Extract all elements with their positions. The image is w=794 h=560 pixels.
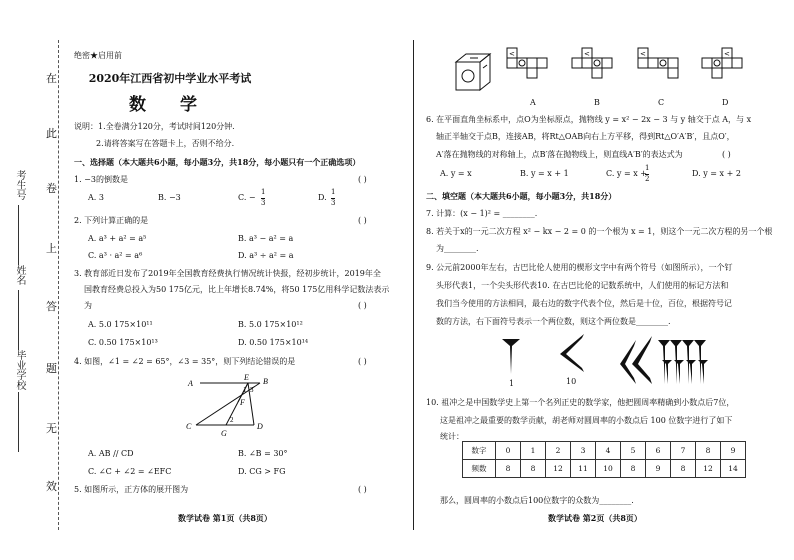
q1-d-frac-num: 1 xyxy=(331,187,335,199)
table-cell: 12 xyxy=(546,460,571,478)
table-cell: 8 xyxy=(696,442,721,460)
question-6-line-1: 6. 在平面直角坐标系中，点O为坐标原点，抛物线 y = x² − 2x − 3 与 y 轴交于点 A，与 x xyxy=(426,115,752,124)
table-cell: 9 xyxy=(646,460,671,478)
svg-text:<: < xyxy=(584,50,590,58)
label-d: D xyxy=(257,422,263,431)
table-row xyxy=(463,442,746,460)
seal-char: 效 xyxy=(46,480,57,493)
q6-option-d[interactable]: D. y = x + 2 xyxy=(692,169,741,178)
seal-char: 无 xyxy=(46,422,57,435)
page-2-footer: 数学试卷 第2页（共8页） xyxy=(548,513,642,523)
q1-d-frac-den: 3 xyxy=(331,199,336,207)
q5-label-a: A xyxy=(530,98,536,107)
seal-line xyxy=(58,40,59,530)
cuneiform-one-icon xyxy=(500,336,522,376)
q4-option-b[interactable]: B. ∠B = 30° xyxy=(238,449,288,458)
table-cell: 12 xyxy=(696,460,721,478)
q4-option-d[interactable]: D. CG > FG xyxy=(238,467,286,476)
question-4: 4. 如图，∠1 = ∠2 = 65°，∠3 = 35°，则下列结论错误的是 xyxy=(74,357,296,366)
name-label: 姓名 xyxy=(14,265,25,285)
label-1: 1 xyxy=(243,386,247,394)
question-3-line-2: 国教育经费总投入为50 175亿元，比上年增长8.74%，将50 175亿用科学记数法表示 xyxy=(84,285,390,294)
table-cell: 8 xyxy=(621,460,646,478)
answer-paren: ( ) xyxy=(358,357,367,366)
answer-paren: ( ) xyxy=(358,301,367,310)
q1-c-frac-den: 3 xyxy=(261,199,266,207)
net-option-a[interactable] xyxy=(505,46,551,92)
label-c: C xyxy=(186,422,192,431)
question-9-line-4: 数的方法，右下面符号表示一个两位数，则这个两位数是________. xyxy=(436,317,671,326)
binding-margin xyxy=(0,0,70,560)
seal-char: 卷 xyxy=(46,182,57,195)
q5-label-c: C xyxy=(658,98,665,107)
seal-char: 题 xyxy=(46,362,57,375)
label-2: 2 xyxy=(230,416,234,424)
table-cell: 9 xyxy=(721,442,746,460)
net-option-d[interactable] xyxy=(700,46,746,92)
answer-paren: ( ) xyxy=(358,175,367,184)
q4-option-a[interactable]: A. AB // CD xyxy=(88,449,134,458)
name-field[interactable] xyxy=(18,290,19,350)
q1-c-frac-num: 1 xyxy=(261,187,265,199)
question-9-line-3: 我们当今使用的方法相同，最右边的数字代表个位，然后是十位，百位，根据符号记 xyxy=(436,299,732,308)
cuneiform-one-label: 1 xyxy=(509,379,515,388)
label-e: E xyxy=(244,373,249,382)
net-option-b[interactable] xyxy=(570,46,616,92)
question-8: 8. 若关于x的一元二次方程 x² − kx − 2 = 0 的一个根为 x = 1，则这个一元二次方程的另一个根 xyxy=(426,227,773,236)
q6-option-a[interactable]: A. y = x xyxy=(440,169,472,178)
q2-option-d[interactable]: D. a³ ÷ a² = a xyxy=(238,251,294,260)
q4-figure xyxy=(178,372,278,442)
q6-option-c[interactable]: C. y = x + xyxy=(606,169,647,178)
table-cell: 11 xyxy=(571,460,596,478)
q3-option-c[interactable]: C. 0.50 175×10¹³ xyxy=(88,338,158,347)
school-field[interactable] xyxy=(18,392,19,452)
label-b: B xyxy=(263,377,268,386)
q4-option-c[interactable]: C. ∠C + ∠2 = ∠EFC xyxy=(88,467,172,476)
seal-char: 答 xyxy=(46,300,57,313)
note-1: 说明：1.全卷满分120分，考试时间120分钟. xyxy=(74,122,235,131)
table-cell: 1 xyxy=(521,442,546,460)
digit-frequency-table xyxy=(462,441,746,478)
question-2: 2. 下列计算正确的是 xyxy=(74,216,149,225)
q6-option-b[interactable]: B. y = x + 1 xyxy=(520,169,569,178)
net-option-c[interactable] xyxy=(636,46,682,92)
section-1-title: 一、选择题（本大题共6小题，每小题3分，共18分，每小题只有一个正确选项） xyxy=(74,157,361,167)
table-cell: 14 xyxy=(721,460,746,478)
table-cell: 8 xyxy=(521,460,546,478)
label-a: A xyxy=(188,379,193,388)
seal-char: 此 xyxy=(46,127,57,140)
exam-title: 2020年江西省初中学业水平考试 xyxy=(88,72,252,85)
q1-option-d[interactable]: D. xyxy=(318,193,327,202)
q5-label-b: B xyxy=(594,98,600,107)
question-10-line-1: 10. 祖冲之是中国数学史上第一个名列正史的数学家，他把圆周率精确到小数点后7位， xyxy=(426,398,735,407)
q3-option-d[interactable]: D. 0.50 175×10¹⁴ xyxy=(238,338,309,347)
q2-option-c[interactable]: C. a³ · a² = a⁶ xyxy=(88,251,143,260)
question-6-line-2: 轴正半轴交于点B，连接AB，将Rt△OAB向右上方平移，得到Rt△O′A′B′，且点O′， xyxy=(436,132,735,141)
svg-text:<: < xyxy=(509,50,515,58)
label-f: F xyxy=(240,398,245,407)
question-6-line-3: A′落在抛物线的对称轴上，点B′落在抛物线上，则直线A′B′的表达式为 xyxy=(436,150,683,159)
table-cell: 数字 xyxy=(463,442,496,460)
q2-option-a[interactable]: A. a³ + a² = a⁵ xyxy=(88,234,147,243)
table-cell: 7 xyxy=(671,442,696,460)
exam-no-label: 考生号 xyxy=(14,170,25,200)
cube-figure xyxy=(452,50,494,96)
q5-label-d: D xyxy=(722,98,729,107)
q3-option-a[interactable]: A. 5.0 175×10¹¹ xyxy=(88,320,153,329)
question-5: 5. 如图所示，正方体的展开图为 xyxy=(74,485,189,494)
cuneiform-ten-label: 10 xyxy=(566,377,577,386)
table-cell: 8 xyxy=(671,460,696,478)
label-3: 3 xyxy=(250,386,254,394)
answer-paren: ( ) xyxy=(722,150,731,159)
question-8-line-2: 为________. xyxy=(436,244,479,253)
table-cell: 5 xyxy=(621,442,646,460)
q2-option-b[interactable]: B. a³ − a² = a xyxy=(238,234,294,243)
table-cell: 3 xyxy=(571,442,596,460)
table-cell: 0 xyxy=(496,442,521,460)
q3-option-b[interactable]: B. 5.0 175×10¹² xyxy=(238,320,303,329)
table-row xyxy=(463,460,746,478)
svg-text:<: < xyxy=(640,50,646,58)
table-cell: 4 xyxy=(596,442,621,460)
seal-char: 上 xyxy=(46,242,57,255)
note-2: 2.请将答案写在答题卡上，否则不给分. xyxy=(96,139,235,148)
page-divider xyxy=(413,40,414,530)
seal-char: 在 xyxy=(46,72,57,85)
q6-c-frac-den: 2 xyxy=(645,175,650,183)
exam-no-field[interactable] xyxy=(18,205,19,265)
page-1-footer: 数学试卷 第1页（共8页） xyxy=(178,513,272,523)
question-9-line-1: 9. 公元前2000年左右，古巴比伦人使用的楔形文字中有两个符号（如图所示），一个钉 xyxy=(426,263,733,272)
table-cell: 8 xyxy=(496,460,521,478)
q6-c-frac-num: 1 xyxy=(645,163,649,175)
label-g: G xyxy=(221,429,227,438)
q1-option-b[interactable]: B. −3 xyxy=(158,193,181,202)
cuneiform-ten-icon xyxy=(556,330,586,374)
question-10-line-3: 统计： xyxy=(440,432,464,441)
question-3-line-1: 3. 教育部近日发布了2019年全国教育经费执行情况统计快报，经初步统计，2019年全 xyxy=(74,269,381,278)
question-10-end: 那么，圆周率的小数点后100位数字的众数为________. xyxy=(440,496,634,505)
table-cell: 6 xyxy=(646,442,671,460)
svg-text:<: < xyxy=(724,50,730,58)
table-cell: 频数 xyxy=(463,460,496,478)
school-label: 毕业学校 xyxy=(14,350,25,390)
table-cell: 2 xyxy=(546,442,571,460)
cuneiform-number-icon xyxy=(618,330,710,386)
question-9-line-2: 头形代表1，一个尖头形代表10. 在古巴比伦的记数系统中，人们使用的标记方法和 xyxy=(436,281,729,290)
secret-label: 绝密★启用前 xyxy=(74,51,122,60)
answer-paren: ( ) xyxy=(358,485,367,494)
table-cell: 10 xyxy=(596,460,621,478)
question-1: 1. −3的倒数是 xyxy=(74,175,128,184)
answer-paren: ( ) xyxy=(358,216,367,225)
question-7: 7. 计算：(x − 1)² = ________. xyxy=(426,209,538,218)
q1-option-c[interactable]: C. − xyxy=(238,193,256,202)
section-2-title: 二、填空题（本大题共6小题，每小题3分，共18分） xyxy=(426,191,617,201)
subject-title: 数 学 xyxy=(129,95,211,115)
q1-option-a[interactable]: A. 3 xyxy=(88,193,104,202)
question-3-line-3: 为 xyxy=(84,301,92,310)
question-10-line-2: 这是祖冲之最重要的数学贡献，胡老师对圆周率的小数点后 100 位数字进行了如下 xyxy=(440,416,733,425)
